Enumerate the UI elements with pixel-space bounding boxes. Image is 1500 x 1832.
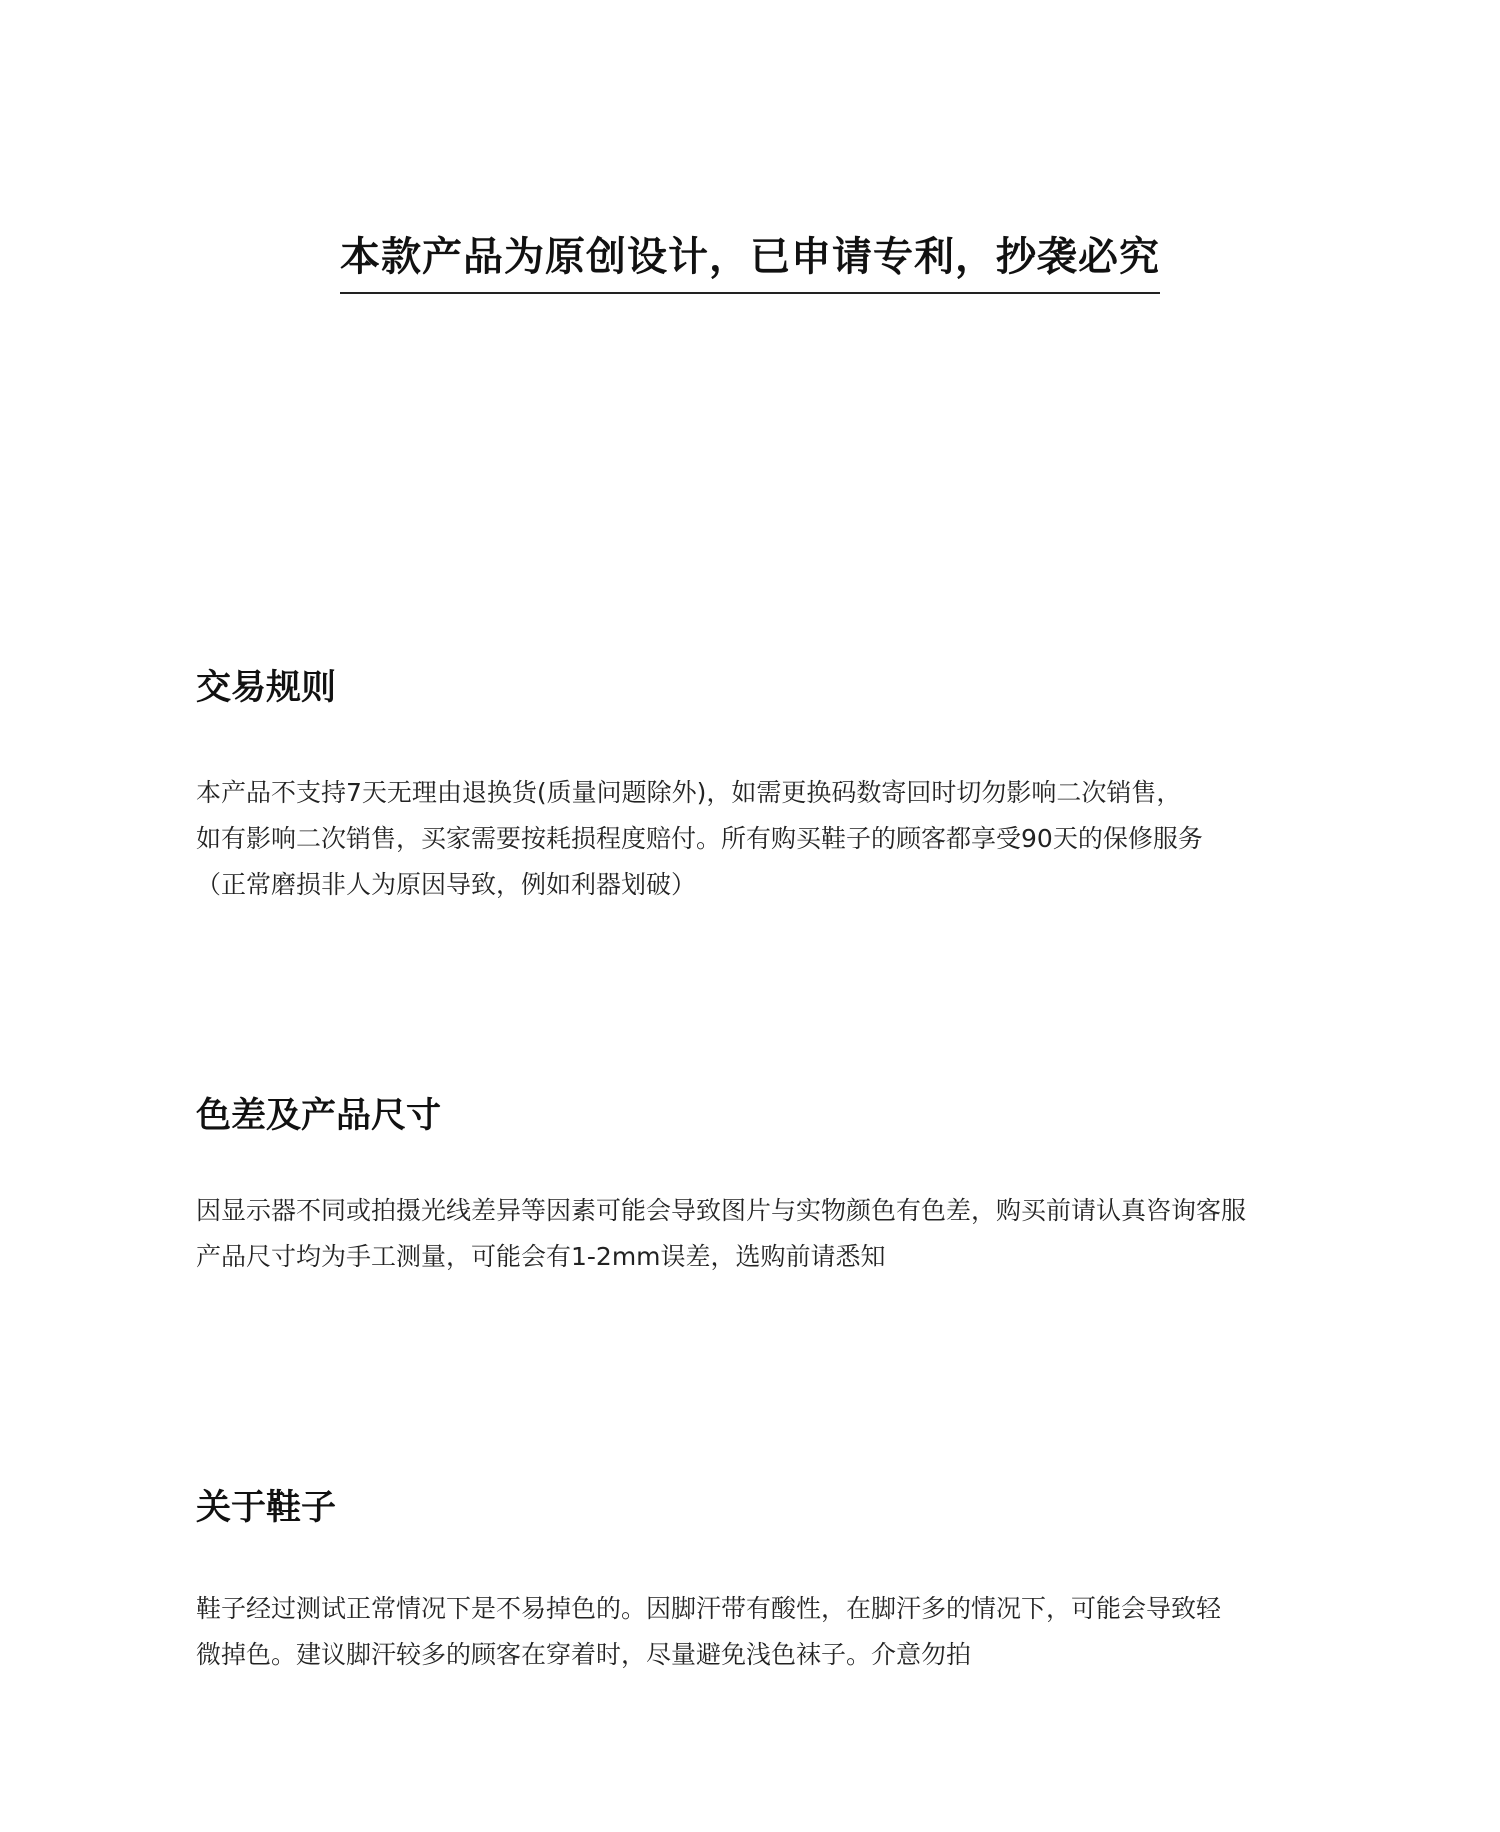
text-line: 如有影响二次销售，买家需要按耗损程度赔付。所有购买鞋子的顾客都享受90天的保修服务 (196, 824, 1203, 853)
text-line: （正常磨损非人为原因导致，例如利器划破） (196, 870, 697, 899)
page-title-text: 本款产品为原创设计，已申请专利，抄袭必究 (340, 232, 1160, 294)
color-size-heading: 色差及产品尺寸 (196, 1096, 442, 1136)
trade-rules-heading: 交易规则 (196, 668, 337, 708)
trade-rules-section (196, 666, 1376, 908)
text-line: 本产品不支持7天无理由退换货(质量问题除外)，如需更换码数寄回时切勿影响二次销售， (196, 778, 1182, 807)
text-line: 产品尺寸均为手工测量，可能会有1-2mm误差，选购前请悉知 (196, 1242, 886, 1271)
about-shoes-section (196, 1486, 1376, 1678)
color-size-body (196, 1188, 1376, 1280)
about-shoes-heading: 关于鞋子 (196, 1488, 337, 1528)
text-line: 因显示器不同或拍摄光线差异等因素可能会导致图片与实物颜色有色差，购买前请认真咨询客服 (196, 1196, 1247, 1225)
about-shoes-body (196, 1586, 1376, 1678)
text-line: 微掉色。建议脚汗较多的顾客在穿着时，尽量避免浅色袜子。介意勿拍 (196, 1640, 972, 1669)
trade-rules-body (196, 770, 1376, 908)
color-size-section (196, 1094, 1376, 1280)
text-line: 鞋子经过测试正常情况下是不易掉色的。因脚汗带有酸性，在脚汗多的情况下，可能会导致轻 (196, 1594, 1222, 1623)
page-title (0, 232, 1500, 294)
